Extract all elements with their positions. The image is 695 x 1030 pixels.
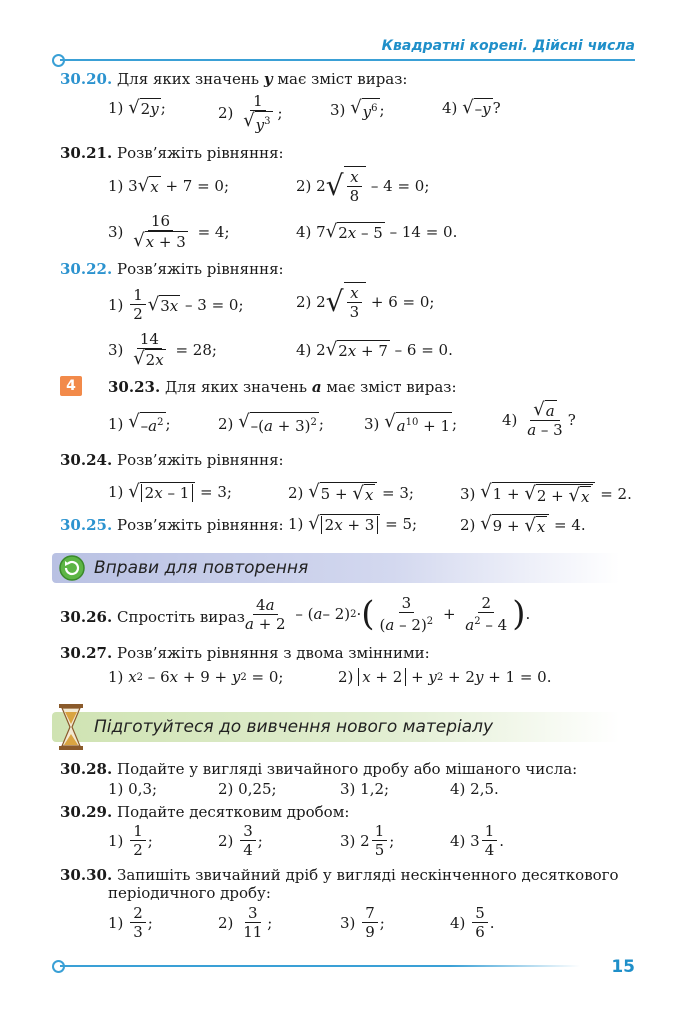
task-30-29: 30.29. Подайте десятковим дробом: bbox=[60, 803, 350, 821]
refresh-circle-icon bbox=[58, 554, 86, 582]
task-30-22-item-4: 4) 2 √ 2x + 7 – 6 = 0. bbox=[296, 339, 453, 360]
task-30-30-item-2: 2) $\frac{3}{11}$ ; bbox=[218, 904, 273, 941]
task-30-24-item-1: 1) √ 2x – 1 = 3; bbox=[108, 481, 232, 502]
task-30-25: 30.25. Розв’яжіть рівняння: bbox=[60, 516, 284, 534]
task-30-23-item-3: 3) √ $a^{10} + 1$ ; bbox=[364, 411, 458, 435]
task-30-20-item-4: 4) √ –y ? bbox=[442, 97, 501, 118]
task-30-25-item-1: 1) √ 2x + 3 = 5; bbox=[288, 513, 418, 534]
task-30-23-item-4: 4) √ a a – 3 ? bbox=[502, 399, 576, 439]
banner-prepare-title: Підготуйтеся до вивчення нового матеріалу bbox=[94, 717, 494, 737]
task-30-30-item-4: 4) $\frac{5}{6}$ . bbox=[450, 904, 495, 941]
task-30-21: 30.21. Розв’яжіть рівняння: bbox=[60, 144, 284, 162]
task-30-28-item-4: 4) 2,5. bbox=[450, 780, 499, 798]
task-30-28: 30.28. Подайте у вигляді звичайного дробу або мішаного числа: bbox=[60, 760, 578, 778]
task-30-24: 30.24. Розв’яжіть рівняння: bbox=[60, 451, 284, 469]
task-30-27-item-1: 1) x 2 – 6 x + 9 + y 2 = 0; bbox=[108, 668, 284, 686]
task-30-30: 30.30. Запишіть звичайний дріб у вигляді нескінченного десяткового bbox=[60, 866, 619, 884]
task-30-23: 30.23. Для яких значень a має зміст вираз: bbox=[108, 378, 457, 396]
task-30-23-item-2: 2) √ $-(a + 3)^2$ ; bbox=[218, 411, 324, 435]
task-30-22-item-3: 3) 14 √ 2x = 28; bbox=[108, 330, 217, 369]
task-30-28-item-1: 1) 0,3; bbox=[108, 780, 158, 798]
task-30-30-item-3: 3) $\frac{7}{9}$ ; bbox=[340, 904, 385, 941]
task-30-30-line2: періодичного дробу: bbox=[108, 884, 271, 902]
hourglass-icon bbox=[58, 704, 84, 750]
task-30-21-item-4: 4) 7 √ 2x – 5 – 14 = 0. bbox=[296, 221, 458, 242]
task-30-24-item-2: 2) √ 5 + √ x = 3; bbox=[288, 481, 414, 504]
header-rule bbox=[60, 59, 635, 61]
task-30-20-item-2: 2) 1 √ $y^3$ ; bbox=[218, 92, 283, 134]
task-30-28-item-2: 2) 0,25; bbox=[218, 780, 277, 798]
footer-rule bbox=[60, 965, 580, 967]
task-30-30-item-1: 1) $\frac{2}{3}$ ; bbox=[108, 904, 153, 941]
task-30-25-item-2: 2) √ 9 + √ x = 4. bbox=[460, 513, 586, 536]
task-30-29-item-1: 1) $\frac{1}{2}$ ; bbox=[108, 822, 153, 859]
task-30-20-item-3: 3) √ $y^6$ ; bbox=[330, 97, 385, 121]
task-30-22-item-1: 1) $\frac{1}{2}$ √ 3x – 3 = 0; bbox=[108, 286, 244, 323]
task-30-24-item-3: 3) √ 1 + √ 2 + √ x = 2. bbox=[460, 481, 632, 506]
task-30-26-expression: $\frac{4a}{a + 2}$ – ( a – 2) 2 · ( $\frac{3}{(a - 2)^2}$ + $\frac{2}{a^2 - 4}$ ) . bbox=[245, 594, 531, 634]
task-30-20-item-1: 1) √ 2y ; bbox=[108, 97, 166, 118]
task-30-29-item-4: 4) 3 $\frac{1}{4}$ . bbox=[450, 822, 505, 859]
task-30-21-item-3: 3) 16 √ x + 3 = 4; bbox=[108, 212, 230, 251]
page-number: 15 bbox=[611, 957, 635, 977]
banner-prepare bbox=[52, 712, 620, 742]
header-title: Квадратні корені. Дійсні числа bbox=[381, 38, 635, 54]
banner-review bbox=[52, 553, 620, 583]
task-30-27-item-2: 2) x + 2 + y 2 + 2 y + 1 = 0. bbox=[338, 668, 552, 686]
task-30-27: 30.27. Розв’яжіть рівняння з двома змінними: bbox=[60, 644, 430, 662]
task-30-22-item-2: 2) 2 √ $\frac{x}{3}$ + 6 = 0; bbox=[296, 284, 435, 321]
task-30-29-item-2: 2) $\frac{3}{4}$ ; bbox=[218, 822, 263, 859]
task-30-22: 30.22. Розв’яжіть рівняння: bbox=[60, 260, 284, 278]
banner-review-title: Вправи для повторення bbox=[94, 558, 309, 578]
task-30-29-item-3: 3) 2 $\frac{1}{5}$ ; bbox=[340, 822, 395, 859]
task-30-21-item-1: 1) 3 √ x + 7 = 0; bbox=[108, 175, 230, 196]
task-30-21-item-2: 2) 2 √ $\frac{x}{8}$ – 4 = 0; bbox=[296, 168, 430, 205]
task-30-26: 30.26. Спростіть вираз bbox=[60, 608, 245, 626]
task-30-20: 30.20. Для яких значень y має зміст вираз: bbox=[60, 70, 408, 88]
task-30-28-item-3: 3) 1,2; bbox=[340, 780, 390, 798]
level-four-badge: 4 bbox=[60, 376, 82, 396]
task-30-23-item-1: 1) √ $-a^2$ ; bbox=[108, 411, 171, 435]
